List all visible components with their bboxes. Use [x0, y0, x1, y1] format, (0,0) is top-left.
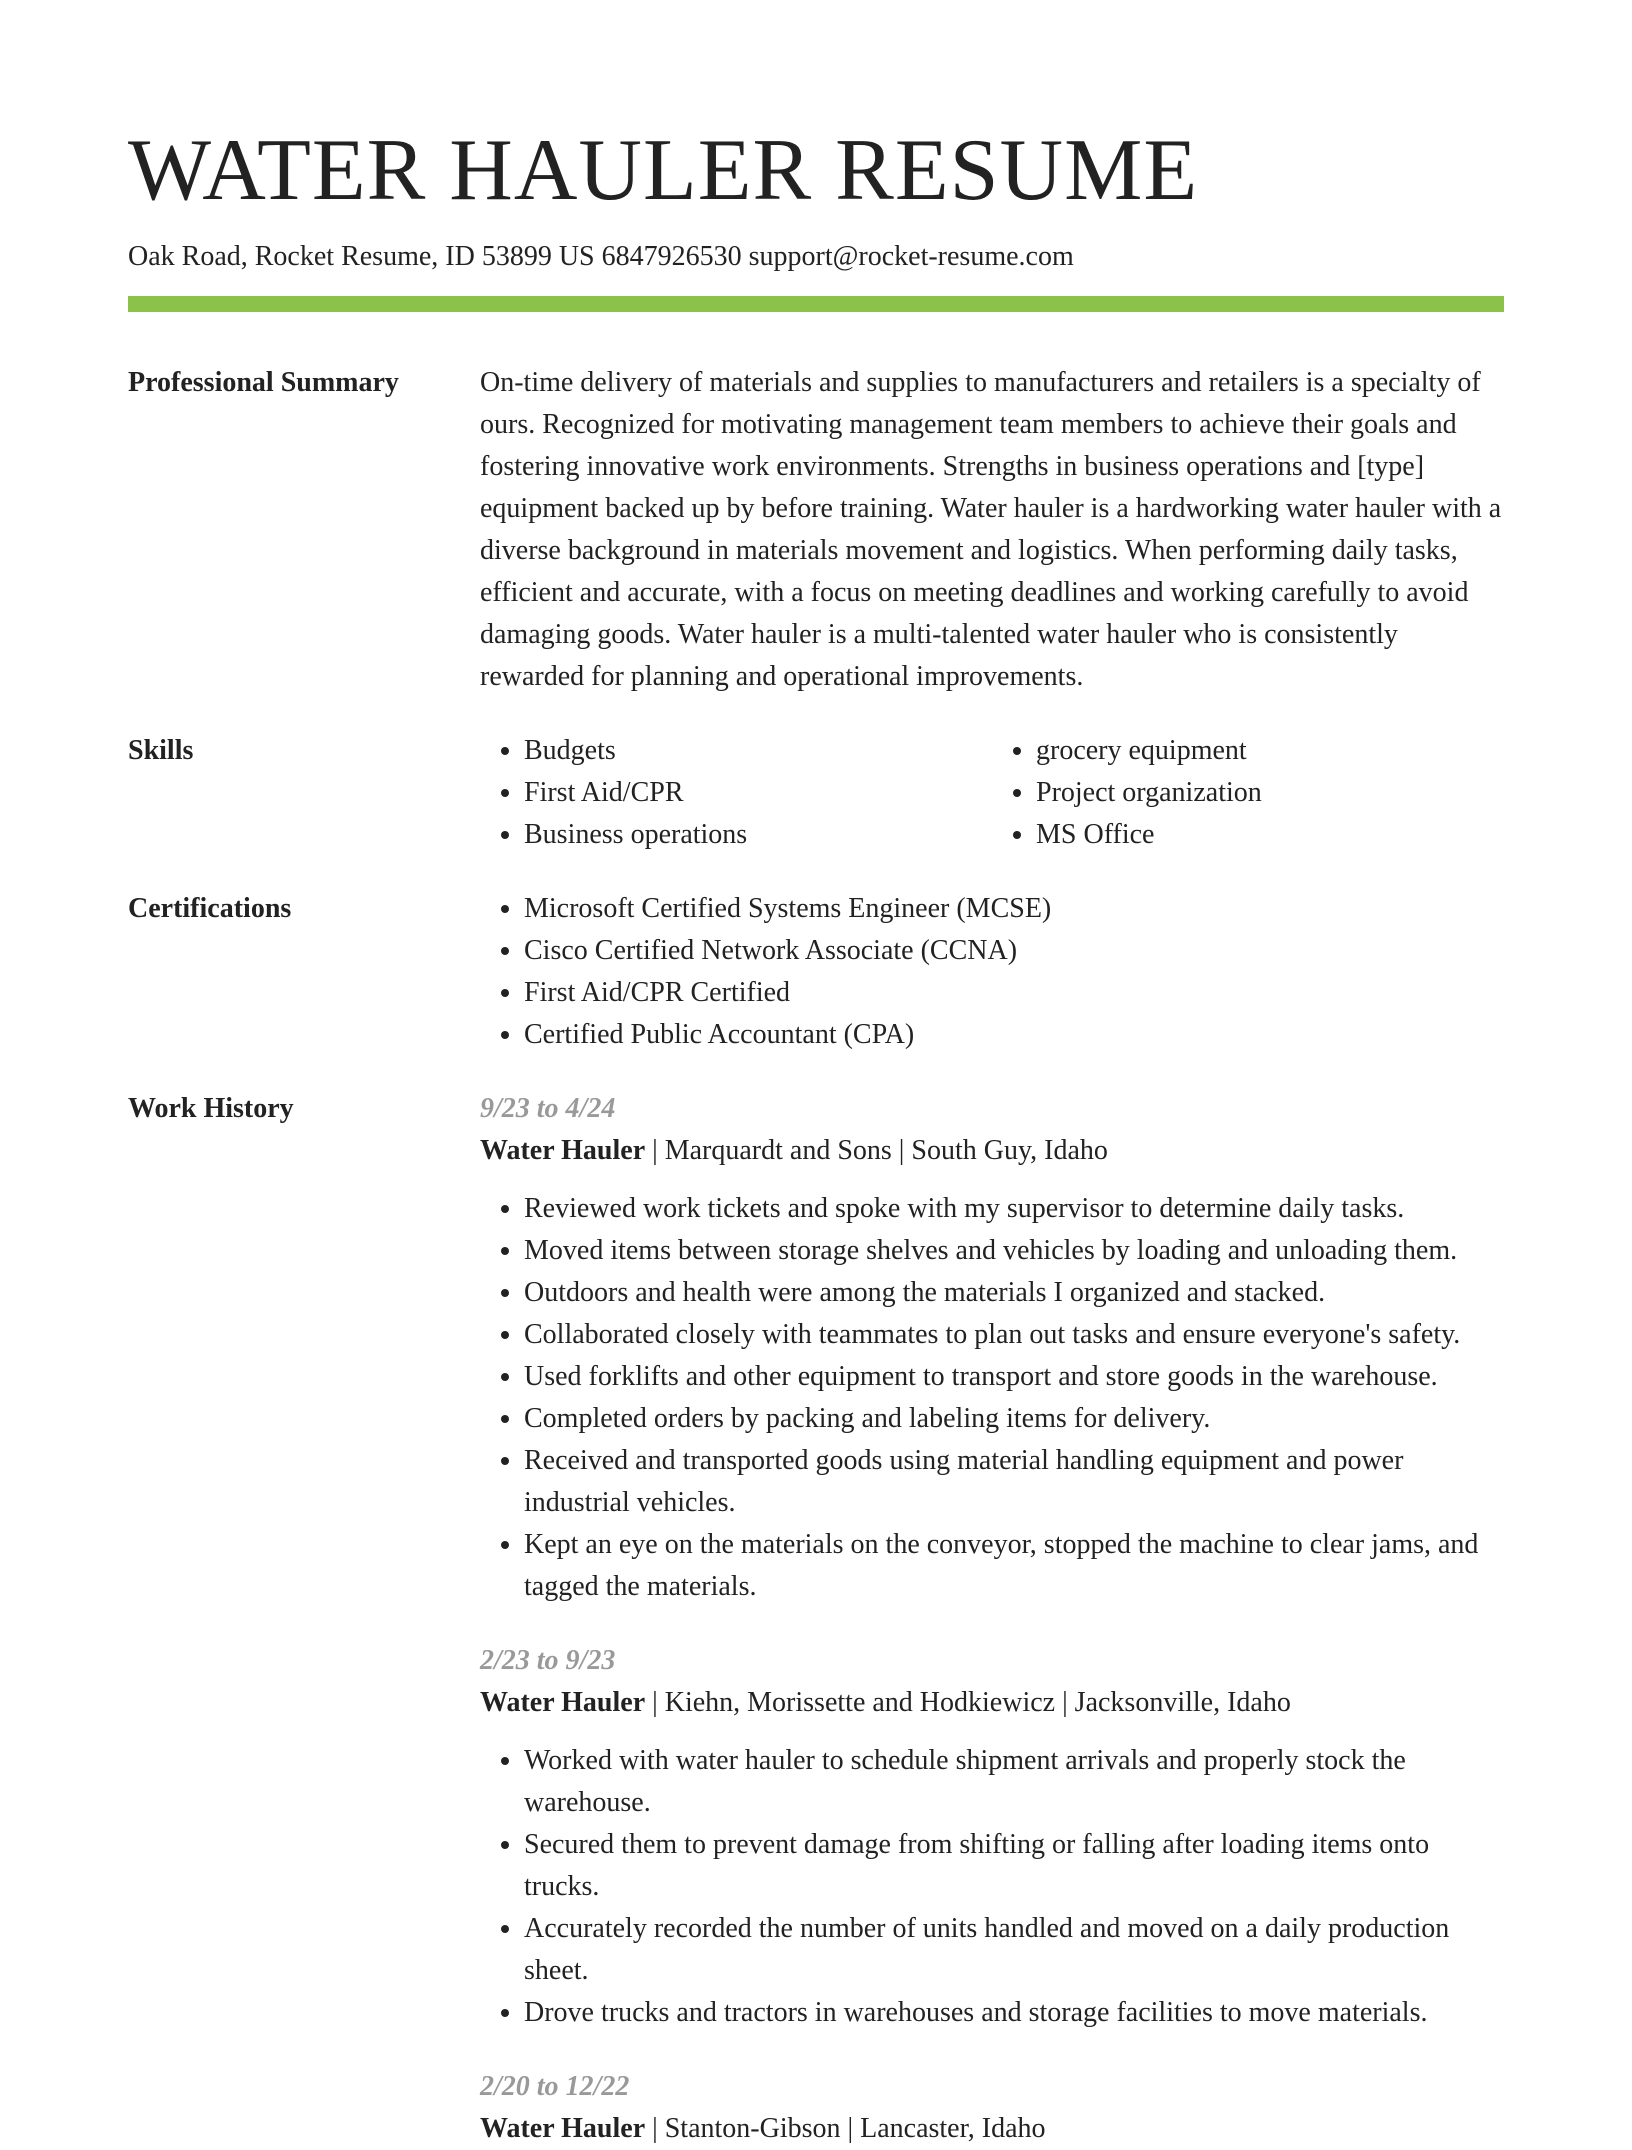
job-entry	[480, 1640, 1504, 2034]
job-duty: • Reviewed work tickets and spoke with my supervisor to determine daily tasks.	[524, 1188, 1504, 1230]
certifications-list	[480, 888, 1504, 1056]
certifications-section	[128, 888, 1504, 1056]
job-header	[480, 2108, 1504, 2150]
job-title: Water Hauler	[480, 1687, 646, 1718]
certification-item: • First Aid/CPR Certified	[524, 972, 1504, 1014]
job-entry	[480, 1088, 1504, 1608]
skills-list-right	[992, 730, 1504, 856]
job-company-location: | Kiehn, Morissette and Hodkiewicz | Jacksonville, Idaho	[645, 1687, 1291, 1718]
certification-item: • Certified Public Accountant (CPA)	[524, 1014, 1504, 1056]
job-duty: • Kept an eye on the materials on the conveyor, stopped the machine to clear jams, and tagged the materials.	[524, 1524, 1504, 1608]
job-dates: 9/23 to 4/24	[480, 1093, 616, 1124]
certification-item: • Cisco Certified Network Associate (CCNA)	[524, 930, 1504, 972]
job-duty: • Moved items between storage shelves and vehicles by loading and unloading them.	[524, 1230, 1504, 1272]
summary-section	[128, 362, 1504, 698]
resume-page	[128, 0, 1504, 2150]
skill-item: • First Aid/CPR	[524, 772, 992, 814]
job-duty: • Worked with water hauler to schedule shipment arrivals and properly stock the warehouse.	[524, 1740, 1504, 1824]
job-duty: • Used forklifts and other equipment to transport and store goods in the warehouse.	[524, 1356, 1504, 1398]
skill-item: • MS Office	[1036, 814, 1504, 856]
job-duty: • Received and transported goods using material handling equipment and power industrial vehicles.	[524, 1440, 1504, 1524]
job-company-location: | Marquardt and Sons | South Guy, Idaho	[645, 1135, 1108, 1166]
work-history-heading: Work History	[128, 1093, 294, 1124]
contact-line: Oak Road, Rocket Resume, ID 53899 US 6847926530 support@rocket-resume.com	[128, 241, 1074, 272]
resume-title: WATER HAULER RESUME	[128, 122, 1199, 219]
accent-divider	[128, 296, 1504, 312]
skill-item: • Project organization	[1036, 772, 1504, 814]
skill-item: • Budgets	[524, 730, 992, 772]
certifications-heading: Certifications	[128, 893, 292, 924]
job-dates: 2/23 to 9/23	[480, 1645, 616, 1676]
job-company-location: | Stanton-Gibson | Lancaster, Idaho	[645, 2113, 1046, 2144]
job-entry	[480, 2066, 1504, 2150]
job-duties-list	[480, 1188, 1504, 1608]
job-duty: • Secured them to prevent damage from shifting or falling after loading items onto trucks.	[524, 1824, 1504, 1908]
job-duty: • Outdoors and health were among the materials I organized and stacked.	[524, 1272, 1504, 1314]
job-dates: 2/20 to 12/22	[480, 2071, 630, 2102]
job-duty: • Completed orders by packing and labeling items for delivery.	[524, 1398, 1504, 1440]
job-duty: • Drove trucks and tractors in warehouses and storage facilities to move materials.	[524, 1992, 1504, 2034]
summary-heading: Professional Summary	[128, 367, 399, 398]
work-history-section	[128, 1088, 1504, 2150]
job-duty: • Accurately recorded the number of units handled and moved on a daily production sheet.	[524, 1908, 1504, 1992]
summary-text: On-time delivery of materials and supplies to manufacturers and retailers is a specialty of ours. Recognized for motivating management team members to achieve their goals and fostering innovative work environments. Strengths in business operations and [type] equipment backed up by before training. Water hauler is a hardworking water hauler with a diverse background in materials movement and logistics. When performing daily tasks, efficient and accurate, with a focus on meeting deadlines and working carefully to avoid damaging goods. Water hauler is a multi-talented water hauler who is consistently rewarded for planning and operational improvements.	[480, 367, 1502, 692]
job-title: Water Hauler	[480, 2113, 646, 2144]
job-header	[480, 1682, 1504, 1724]
job-title: Water Hauler	[480, 1135, 646, 1166]
certification-item: • Microsoft Certified Systems Engineer (MCSE)	[524, 888, 1504, 930]
job-duty: • Collaborated closely with teammates to plan out tasks and ensure everyone's safety.	[524, 1314, 1504, 1356]
skill-item: • Business operations	[524, 814, 992, 856]
skills-list-left	[480, 730, 992, 856]
job-duties-list	[480, 1740, 1504, 2034]
skill-item: • grocery equipment	[1036, 730, 1504, 772]
skills-heading: Skills	[128, 735, 194, 766]
skills-section	[128, 730, 1504, 856]
job-header	[480, 1130, 1504, 1172]
